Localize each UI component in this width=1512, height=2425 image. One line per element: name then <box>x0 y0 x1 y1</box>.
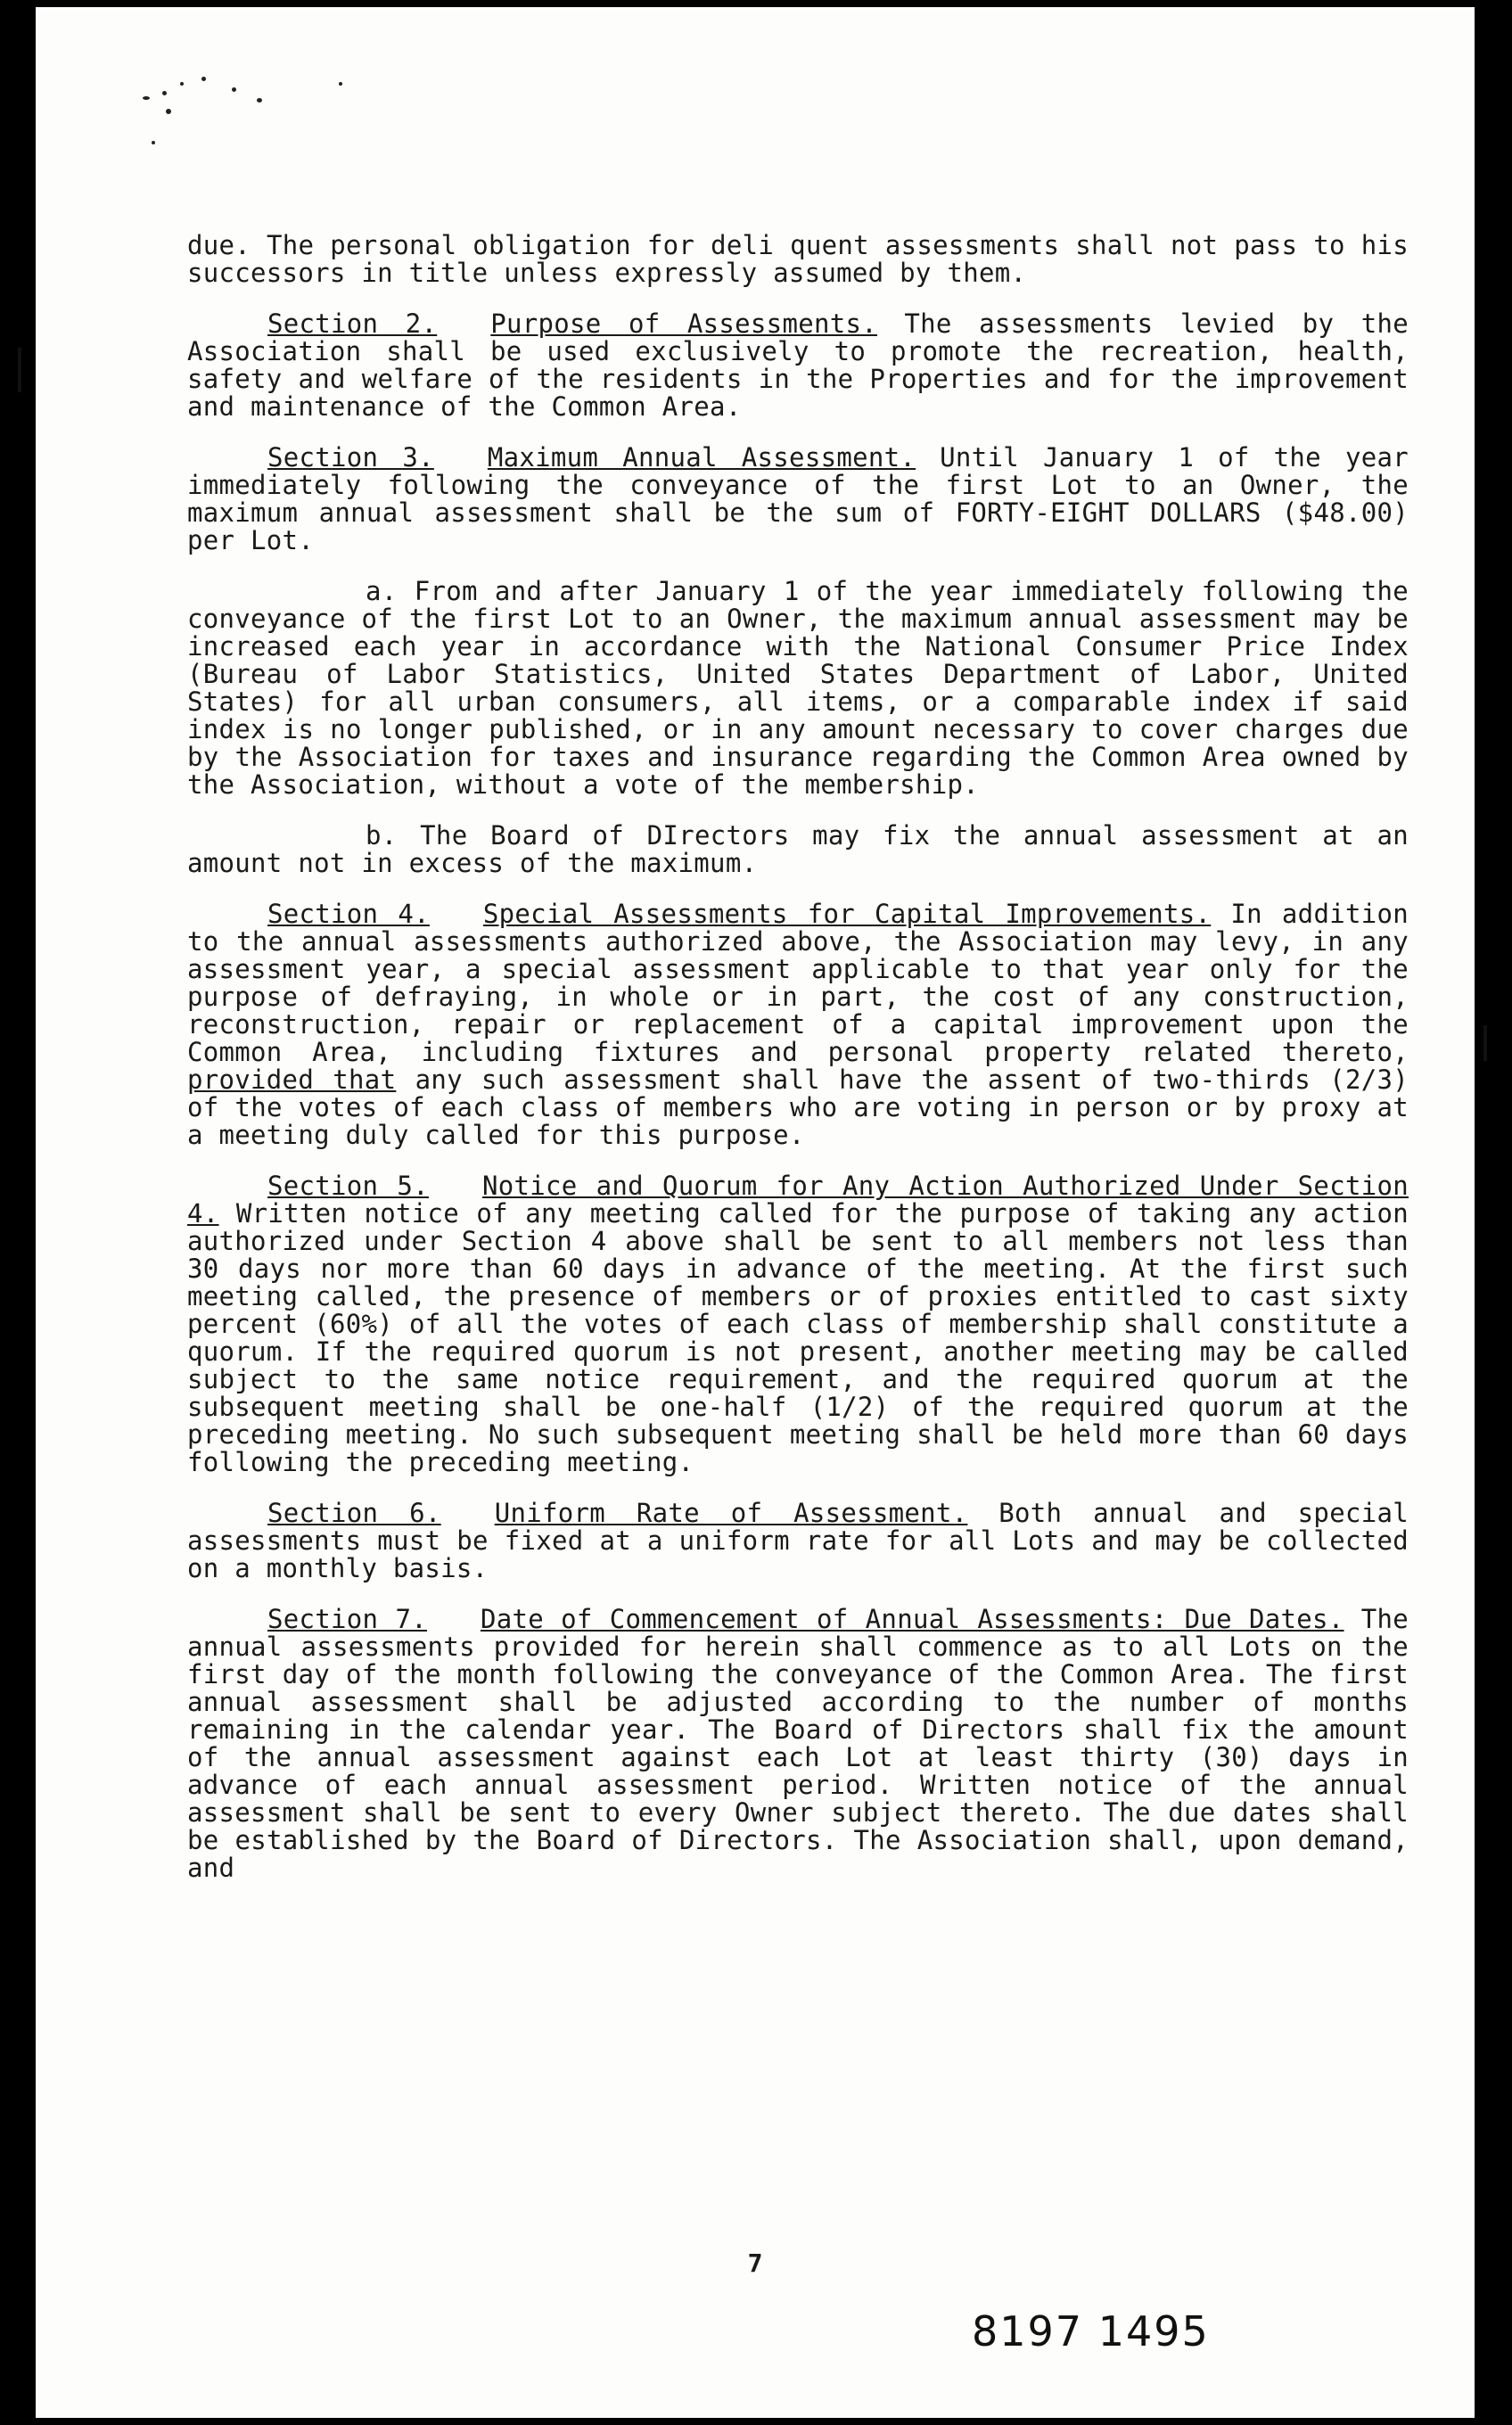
document-page <box>36 7 1475 2418</box>
scan-noise <box>116 70 472 168</box>
subparagraph-b <box>187 822 1409 877</box>
section-body: Until January 1 of the year immediately following the conveyance of the first Lot to an Owner, the maximum annual assessment shall be the sum of FORTY-EIGHT DOLLARS ($48.00) per Lot. <box>187 442 1409 555</box>
subparagraph-text: From and after January 1 of the year immediately following the conveyance of the first Lot to an Owner, the maximum annual assessment may be increased each year in accordance with the National Consumer Price Index (Bureau of Labor Statistics, United States Department of Labor, United States) for all urban consumers, all items, or a comparable index if said index is no longer published, or in any amount necessary to cover charges due by the Association for taxes and insurance regarding the Common Area owned by the Association, without a vote of the membership. <box>187 576 1409 800</box>
section-7 <box>187 1606 1409 1882</box>
section-body-continued: any such assessment shall have the assent of two-thirds (2/3) of the votes of each class of members who are voting in person or by proxy at a meeting duly called for this purpose. <box>187 1065 1409 1150</box>
continuation-paragraph: due. The personal obligation for deli quent assessments shall not pass to his successors in title unless expressly assumed by them. <box>187 230 1409 288</box>
section-title: Maximum Annual Assessment. <box>487 442 916 473</box>
section-title: Special Assessments for Capital Improvements. <box>482 899 1212 929</box>
section-number: Section 3. <box>267 442 434 473</box>
section-6 <box>187 1500 1409 1582</box>
section-body: Both annual and special assessments must be fixed at a uniform rate for all Lots and may be collected on a monthly basis. <box>187 1498 1409 1583</box>
subparagraph-label: b. <box>366 820 398 851</box>
scan-edge-mark <box>18 348 21 392</box>
section-number: Section 7. <box>267 1604 427 1634</box>
subparagraph-text: The Board of DIrectors may fix the annual assessment at an amount not in excess of the maximum. <box>187 820 1409 878</box>
section-number: Section 5. <box>267 1171 429 1201</box>
section-number: Section 2. <box>267 308 438 339</box>
section-5 <box>187 1172 1409 1476</box>
emphasis-provided-that: provided that <box>187 1065 397 1095</box>
section-body: The annual assessments provided for herein shall commence as to all Lots on the first day of the month following the conveyance of the Common Area. The first annual assessment shall be adjusted according to the number of months remaining in the calendar year. The Board of Directors shall fix the amount of the annual assessment against each Lot at least thirty (30) days in advance of each annual assessment period. Written notice of the annual assessment shall be sent to every Owner subject thereto. The due dates shall be established by the Board of Directors. The Association shall, upon demand, and <box>187 1604 1409 1883</box>
section-title: Uniform Rate of Assessment. <box>494 1498 968 1528</box>
scan-edge-mark <box>1483 1025 1487 1061</box>
section-body: The assessments levied by the Association shall be used exclusively to promote the recreation, health, safety and welfare of the residents in the Properties and for the improvement and maintenance of the Common Area. <box>187 308 1409 422</box>
section-title: Date of Commencement of Annual Assessments: Due Dates. <box>480 1604 1344 1634</box>
section-number: Section 4. <box>267 899 430 929</box>
section-4 <box>187 900 1409 1149</box>
document-body <box>187 232 1409 1905</box>
section-3 <box>187 444 1409 555</box>
subparagraph-a <box>187 578 1409 799</box>
page-number: 7 <box>747 2248 763 2278</box>
section-2 <box>187 310 1409 421</box>
section-title: Notice and Quorum for Any Action Authorized Under Section 4. <box>187 1171 1409 1229</box>
section-body: In addition to the annual assessments authorized above, the Association may levy, in any assessment year, a special assessment applicable to that year only for the purpose of defraying, in whole or in part, the cost of any construction, reconstruction, repair or replacement of a capital improvement upon the Common Area, including fixtures and personal property related thereto, <box>187 899 1409 1067</box>
section-body: Written notice of any meeting called for the purpose of taking any action authorized under Section 4 above shall be sent to all members not less than 30 days nor more than 60 days in advance of the meeting. At the first such meeting called, the presence of members or of proxies entitled to cast sixty percent (60%) of all the votes of each class of membership shall constitute a quorum. If the required quorum is not present, another meeting may be called subject to the same notice requirement, and the required quorum at the subsequent meeting shall be one-half (1/2) of the required quorum at the preceding meeting. No such subsequent meeting shall be held more than 60 days following the preceding meeting. <box>187 1198 1409 1477</box>
record-stamp: 8197 1495 <box>972 2307 1210 2355</box>
section-title: Purpose of Assessments. <box>490 308 877 339</box>
section-number: Section 6. <box>267 1498 441 1528</box>
subparagraph-label: a. <box>366 576 398 606</box>
